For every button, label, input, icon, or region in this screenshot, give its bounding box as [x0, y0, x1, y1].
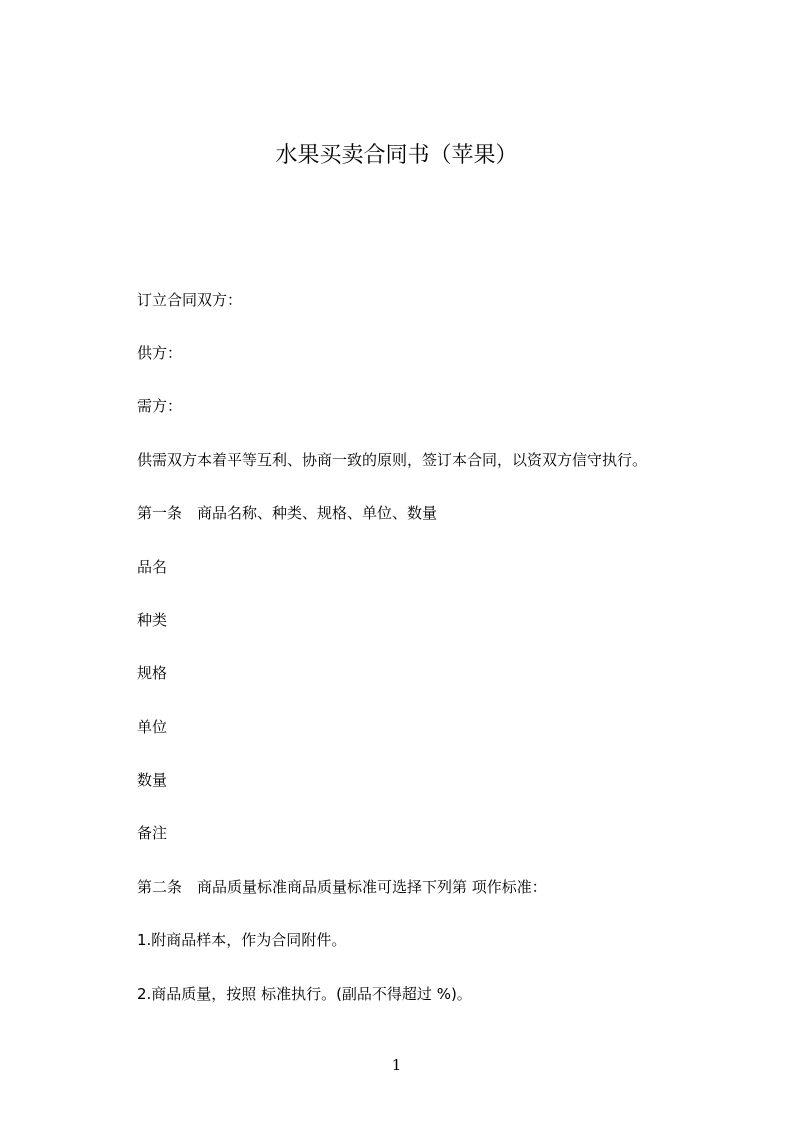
quality-option-two: 2.商品质量，按照 标准执行。(副品不得超过 %)。 — [137, 985, 472, 1003]
field-specification: 规格 — [137, 664, 168, 682]
field-remarks: 备注 — [137, 824, 168, 842]
field-product-name: 品名 — [137, 558, 168, 576]
article-one-heading: 第一条 商品名称、种类、规格、单位、数量 — [137, 504, 438, 522]
supplier-line: 供方： — [137, 344, 183, 362]
quality-option-one: 1.附商品样本，作为合同附件。 — [137, 931, 347, 949]
preamble-paragraph: 供需双方本着平等互利、协商一致的原则，签订本合同，以资双方信守执行。 — [137, 451, 648, 469]
field-variety: 种类 — [137, 611, 168, 629]
field-unit: 单位 — [137, 718, 168, 736]
field-quantity: 数量 — [137, 771, 168, 789]
document-title: 水果买卖合同书（苹果） — [275, 143, 518, 168]
article-two-heading: 第二条 商品质量标准商品质量标准可选择下列第 项作标准： — [137, 878, 547, 896]
page-number: 1 — [391, 1056, 402, 1074]
buyer-line: 需方： — [137, 397, 183, 415]
contract-parties-heading: 订立合同双方： — [137, 291, 243, 309]
